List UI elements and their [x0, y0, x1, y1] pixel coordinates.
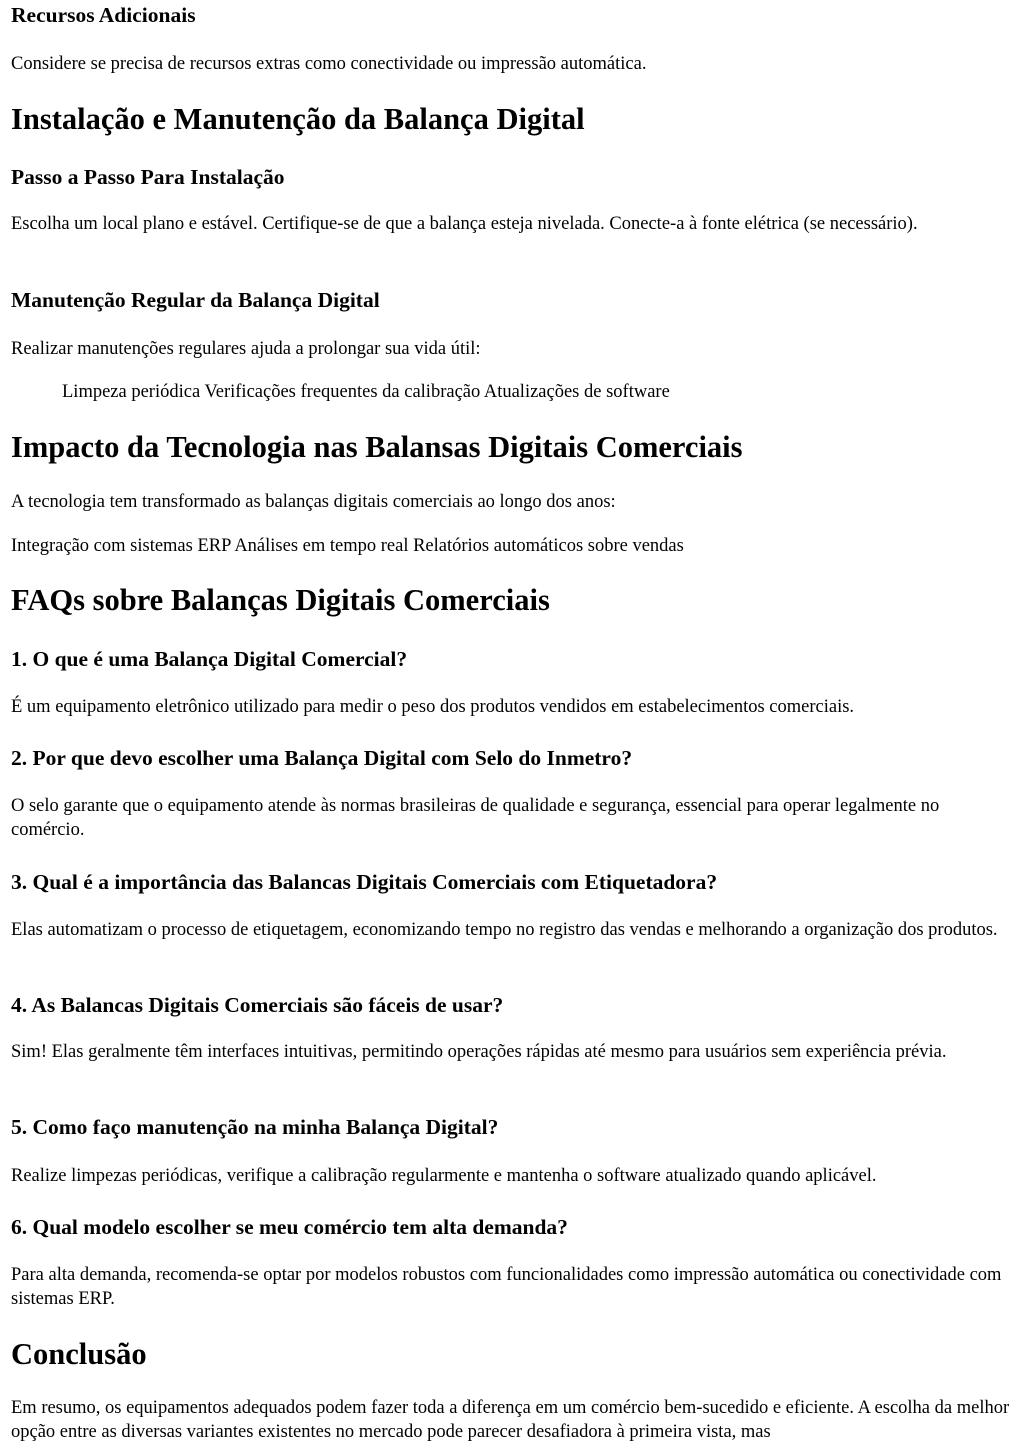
resources-heading: Recursos Adicionais: [11, 3, 196, 27]
faq-question: 3. Qual é a importância das Balancas Digitais Comerciais com Etiquetadora?: [11, 870, 718, 894]
conclusion-text: Em resumo, os equipamentos adequados podem fazer toda a diferença em um comércio bem-sucedido e eficiente. A escolha da melhor opção entre as diversas variantes existentes no mercado pode parecer desafiadora à primeira vista, mas: [11, 1398, 1010, 1442]
faq-answer: O selo garante que o equipamento atende às normas brasileiras de qualidade e segurança, essencial para operar legalmente no comércio.: [11, 796, 940, 840]
installation-steps-text: Escolha um local plano e estável. Certifique-se de que a balança esteja nivelada. Conecte-a à fonte elétrica (se necessário).: [11, 214, 918, 234]
faq-question: 4. As Balancas Digitais Comerciais são fáceis de usar?: [11, 993, 504, 1017]
maintenance-list: Limpeza periódica Verificações frequentes da calibração Atualizações de software: [62, 382, 670, 402]
faq-question: 6. Qual modelo escolher se meu comércio tem alta demanda?: [11, 1215, 568, 1239]
maintenance-heading: Manutenção Regular da Balança Digital: [11, 288, 380, 312]
faq-question: 2. Por que devo escolher uma Balança Digital com Selo do Inmetro?: [11, 746, 633, 770]
faq-answer: Sim! Elas geralmente têm interfaces intuitivas, permitindo operações rápidas até mesmo para usuários sem experiência prévia.: [11, 1042, 947, 1062]
faq-answer: Elas automatizam o processo de etiquetagem, economizando tempo no registro das vendas e melhorando a organização dos produtos.: [11, 920, 998, 940]
technology-list: Integração com sistemas ERP Análises em tempo real Relatórios automáticos sobre vendas: [11, 536, 684, 556]
faq-answer: Realize limpezas periódicas, verifique a calibração regularmente e mantenha o software atualizado quando aplicável.: [11, 1166, 877, 1186]
conclusion-heading: Conclusão: [11, 1337, 147, 1371]
faq-question: 5. Como faço manutenção na minha Balança Digital?: [11, 1115, 499, 1139]
faq-question: 1. O que é uma Balança Digital Comercial?: [11, 647, 408, 671]
technology-text: A tecnologia tem transformado as balanças digitais comerciais ao longo dos anos:: [11, 492, 616, 512]
faq-heading: FAQs sobre Balanças Digitais Comerciais: [11, 583, 550, 617]
maintenance-text: Realizar manutenções regulares ajuda a prolongar sua vida útil:: [11, 339, 481, 359]
technology-heading: Impacto da Tecnologia nas Balansas Digitais Comerciais: [11, 430, 743, 464]
faq-answer: Para alta demanda, recomenda-se optar por modelos robustos com funcionalidades como impressão automática ou conectividade com sistemas ERP.: [11, 1265, 1002, 1309]
installation-steps-heading: Passo a Passo Para Instalação: [11, 165, 285, 189]
installation-heading: Instalação e Manutenção da Balança Digital: [11, 102, 585, 136]
faq-answer: É um equipamento eletrônico utilizado para medir o peso dos produtos vendidos em estabelecimentos comerciais.: [11, 697, 855, 717]
resources-text: Considere se precisa de recursos extras como conectividade ou impressão automática.: [11, 54, 647, 74]
